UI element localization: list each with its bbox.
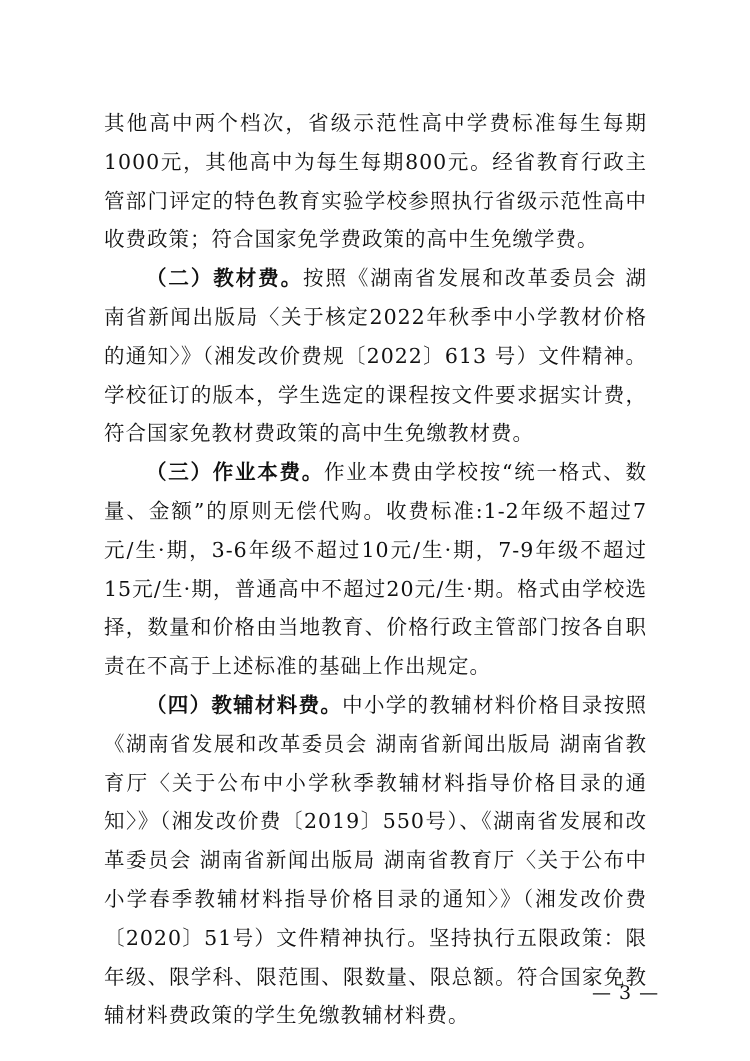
paragraph-supplementary-material-fee xyxy=(104,686,647,1035)
paragraph-exercise-book-fee xyxy=(104,453,647,686)
page-number: — 3 — xyxy=(592,982,660,1004)
section-heading-textbook-fee: （二）教材费。 xyxy=(146,266,304,291)
section-heading-supplementary-material-fee: （四）教辅材料费。 xyxy=(146,692,343,717)
section-heading-exercise-book-fee: （三）作业本费。 xyxy=(146,460,325,485)
paragraph-text: 中小学的教辅材料价格目录按照《湖南省发展和改革委员会 湖南省新闻出版局 湖南省教育厅〈关于公布中小学秋季教辅材料指导价格目录的通知〉》（湘发改价费〔2019〕550号）、《湖南省发展和改革委员会 湖南省新闻出版局 湖南省教育厅〈关于公布中小学春季教辅材料指导价格目录的通知〉》（湘发改价费〔2020〕51号）文件精神执行。坚持执行五限政策：限年级、限学科、限范围、限数量、限总额。符合国家免教辅材料费政策的学生免缴教辅材料费。 xyxy=(104,692,648,1028)
paragraph-continuation xyxy=(104,104,647,259)
paragraph-text: 其他高中两个档次，省级示范性高中学费标准每生每期1000元，其他高中为每生每期800元。经省教育行政主管部门评定的特色教育实验学校参照执行省级示范性高中收费政策；符合国家免学费政策的高中生免缴学费。 xyxy=(104,111,647,252)
paragraph-text: 作业本费由学校按“统一格式、数量、金额”的原则无偿代购。收费标准:1-2年级不超过7元/生·期，3-6年级不超过10元/生·期，7-9年级不超过15元/生·期，普通高中不超过20元/生·期。格式由学校选择，数量和价格由当地教育、价格行政主管部门按各自职责在不高于上述标准的基础上作出规定。 xyxy=(104,460,648,679)
paragraph-text: 按照《湖南省发展和改革委员会 湖南省新闻出版局〈关于核定2022年秋季中小学教材价格的通知〉》（湘发改价费规〔2022〕613 号）文件精神。学校征订的版本，学生选定的课程按文件要求据实计费，符合国家免教材费政策的高中生免缴教材费。 xyxy=(104,266,648,446)
paragraph-textbook-fee xyxy=(104,259,647,453)
